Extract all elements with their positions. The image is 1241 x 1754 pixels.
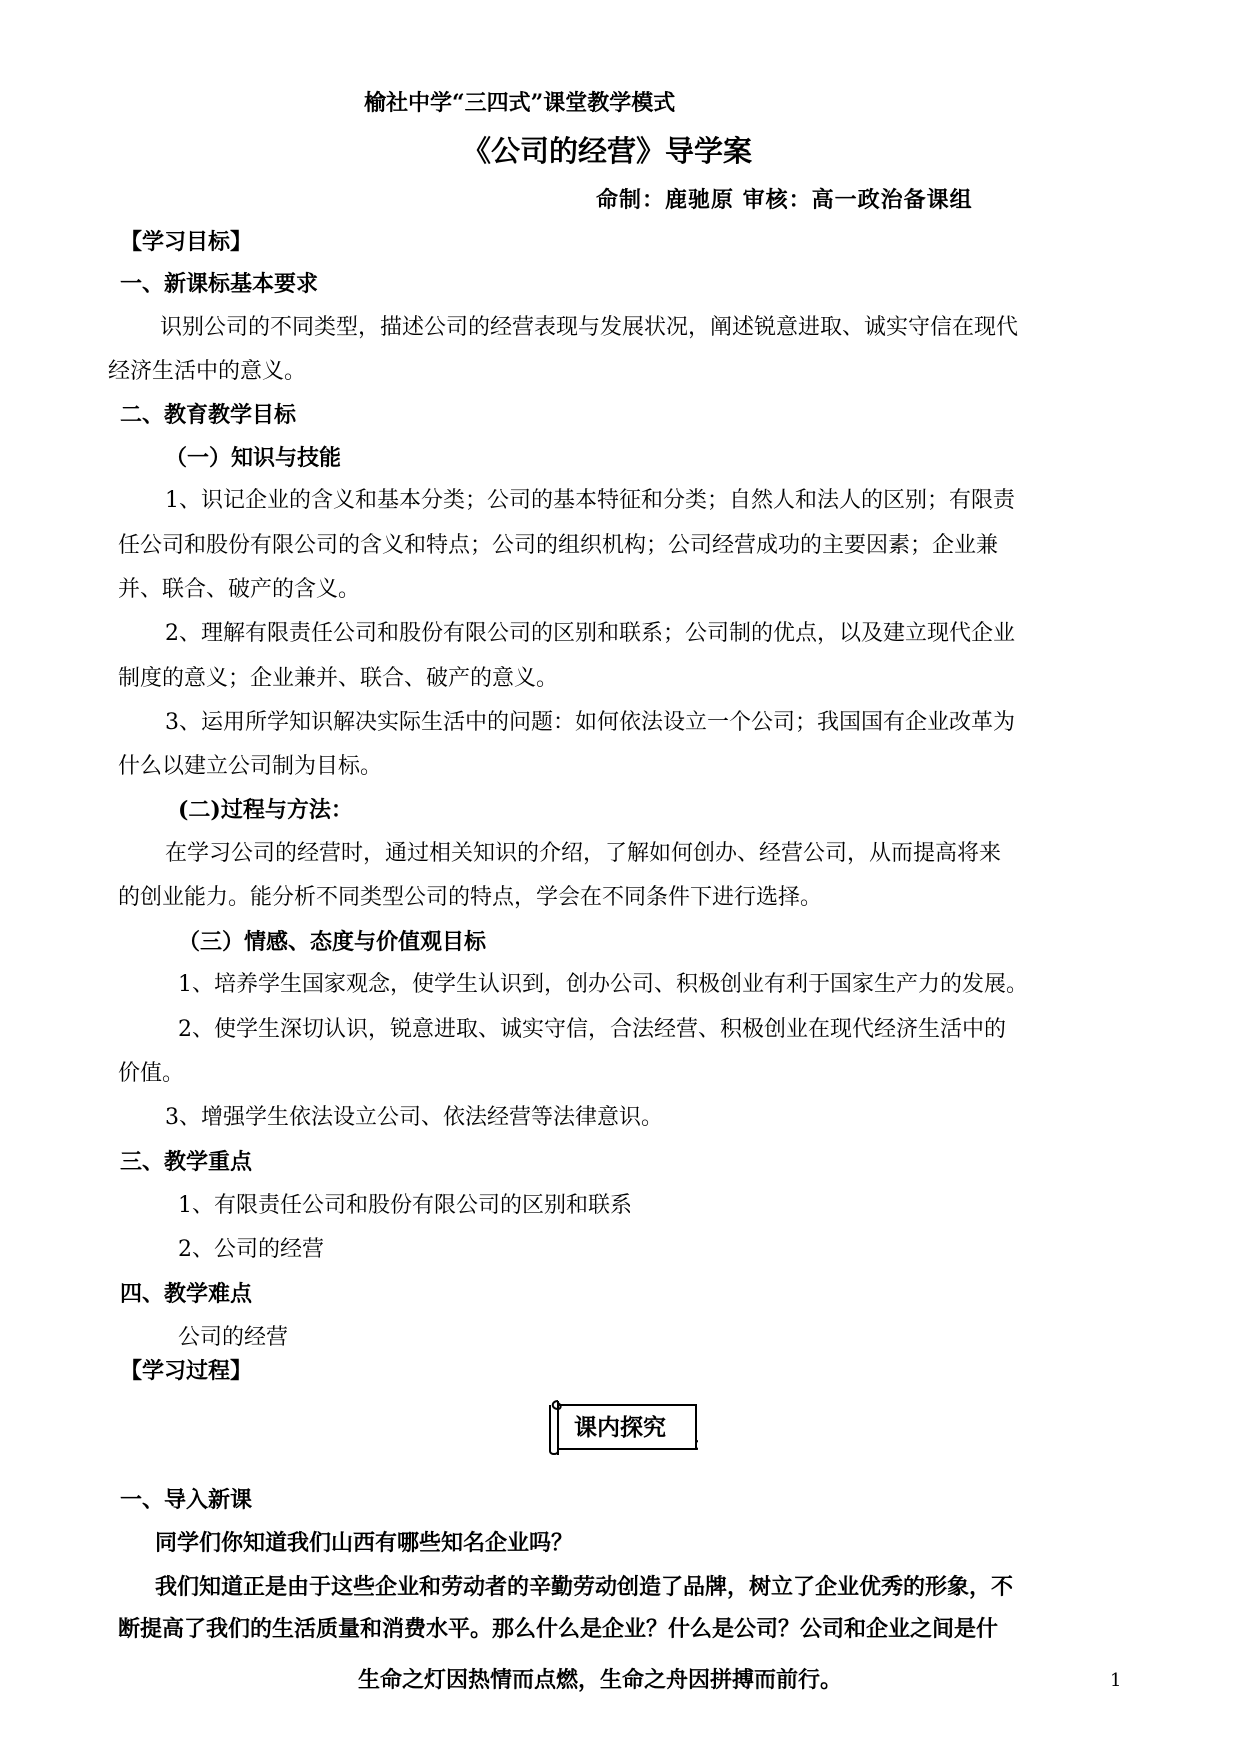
section-1-text-line: 识别公司的不同类型，描述公司的经营表现与发展状况，阐述锐意进取、诚实守信在现代 bbox=[160, 315, 1019, 340]
intro-text-line: 断提高了我们的生活质量和消费水平。那么什么是企业？什么是公司？公司和企业之间是什 bbox=[118, 1616, 999, 1642]
section-1-text-line: 经济生活中的意义。 bbox=[108, 359, 307, 384]
intro-question: 同学们你知道我们山西有哪些知名企业吗？ bbox=[155, 1530, 574, 1556]
author-line: 命制：鹿驰原 审核：高一政治备课组 bbox=[596, 187, 973, 213]
subsection-knowledge-heading: （一）知识与技能 bbox=[165, 445, 342, 471]
section-3-heading: 三、教学重点 bbox=[120, 1149, 253, 1175]
values-item-3: 3、增强学生依法设立公司、依法经营等法律意识。 bbox=[165, 1105, 663, 1130]
focus-item-2: 2、公司的经营 bbox=[178, 1237, 324, 1262]
footer-motto: 生命之灯因热情而点燃，生命之舟因拼搏而前行。 bbox=[358, 1667, 843, 1693]
section-4-heading: 四、教学难点 bbox=[120, 1281, 253, 1307]
page-number: 1 bbox=[1110, 1670, 1122, 1691]
intro-heading: 一、导入新课 bbox=[120, 1487, 253, 1513]
values-item-1: 1、培养学生国家观念，使学生认识到，创办公司、积极创业有利于国家生产力的发展。 bbox=[178, 972, 1028, 997]
subsection-process-heading: (二)过程与方法： bbox=[178, 797, 353, 823]
knowledge-item-1-line: 任公司和股份有限公司的含义和特点；公司的组织机构；公司经营成功的主要因素；企业兼 bbox=[118, 533, 999, 558]
difficulty-item: 公司的经营 bbox=[178, 1325, 289, 1350]
scroll-label: 课内探究 bbox=[574, 1414, 666, 1441]
knowledge-item-3-line: 什么以建立公司制为目标。 bbox=[118, 754, 383, 779]
knowledge-item-1-line: 1、识记企业的含义和基本分类；公司的基本特征和分类；自然人和法人的区别；有限责 bbox=[165, 488, 1015, 513]
process-text-line: 在学习公司的经营时，通过相关知识的介绍，了解如何创办、经营公司，从而提高将来 bbox=[165, 841, 1002, 866]
knowledge-item-3-line: 3、运用所学知识解决实际生活中的问题：如何依法设立一个公司；我国国有企业改革为 bbox=[165, 710, 1015, 735]
subsection-values-heading: （三）情感、态度与价值观目标 bbox=[178, 929, 487, 955]
document-title: 《公司的经营》导学案 bbox=[462, 134, 753, 168]
knowledge-item-1-line: 并、联合、破产的含义。 bbox=[118, 577, 361, 602]
knowledge-item-2-line: 2、理解有限责任公司和股份有限公司的区别和联系；公司制的优点，以及建立现代企业 bbox=[165, 621, 1015, 646]
school-line: 榆社中学“三四式”课堂教学模式 bbox=[364, 90, 676, 116]
goals-heading: 【学习目标】 bbox=[120, 229, 253, 255]
process-heading: 【学习过程】 bbox=[120, 1358, 253, 1384]
values-item-2-line: 2、使学生深切认识，锐意进取、诚实守信，合法经营、积极创业在现代经济生活中的 bbox=[178, 1017, 1006, 1042]
focus-item-1: 1、有限责任公司和股份有限公司的区别和联系 bbox=[178, 1193, 632, 1218]
values-item-2-line: 价值。 bbox=[118, 1061, 185, 1086]
process-text-line: 的创业能力。能分析不同类型公司的特点，学会在不同条件下进行选择。 bbox=[118, 885, 823, 910]
section-2-heading: 二、教育教学目标 bbox=[120, 402, 297, 428]
section-1-heading: 一、新课标基本要求 bbox=[120, 271, 319, 297]
knowledge-item-2-line: 制度的意义；企业兼并、联合、破产的意义。 bbox=[118, 666, 559, 691]
intro-text-line: 我们知道正是由于这些企业和劳动者的辛勤劳动创造了品牌，树立了企业优秀的形象，不 bbox=[155, 1574, 1014, 1600]
